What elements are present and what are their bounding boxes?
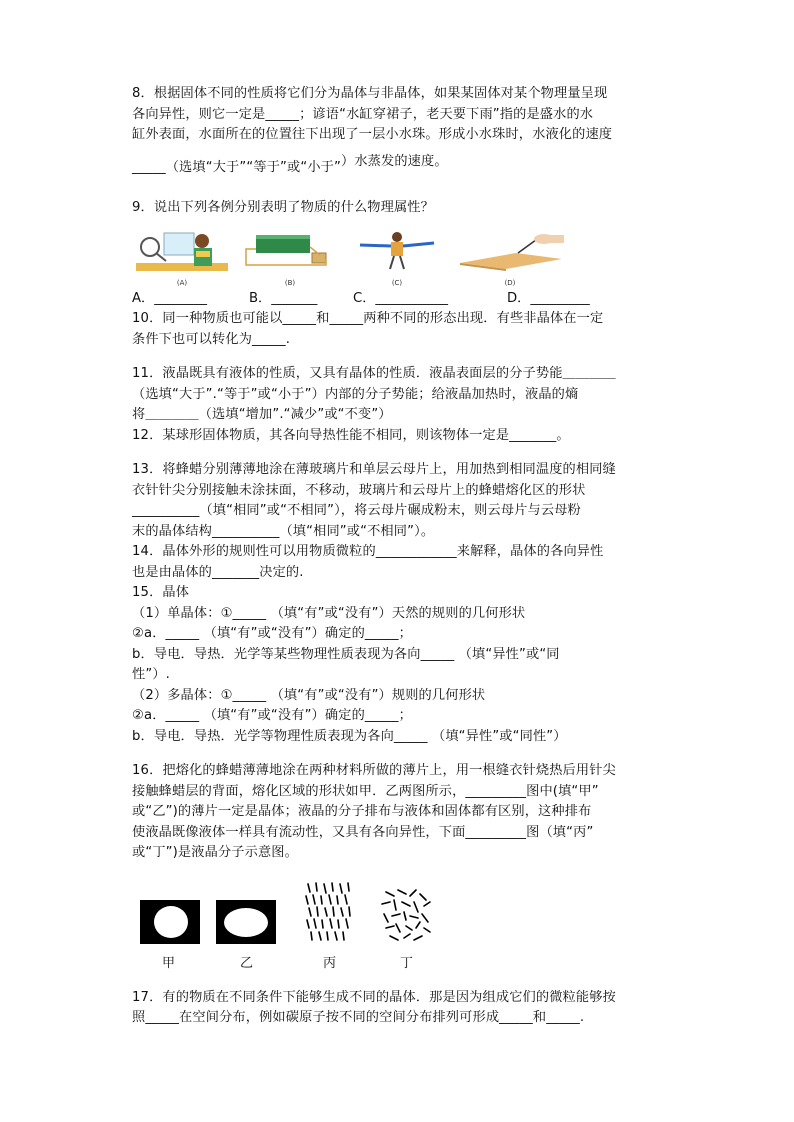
- q8-line-4: [132, 153, 672, 179]
- q16-line-3: 或“乙”)的薄片一定是晶体；液晶的分子排布与液体和固体都有区别，这种排布: [132, 804, 592, 819]
- battery-circuit-icon: [242, 229, 338, 271]
- q8-line-3: 缸外表面，水面所在的位置往下出现了一层小水珠。形成小水珠时，水液化的速度: [132, 127, 613, 142]
- q9-options: [132, 289, 672, 310]
- q13-line-2: 衣针针尖分别接触未涂抹面，不移动，玻璃片和云母片上的蜂蜡熔化区的形状: [132, 482, 586, 498]
- question-16: [132, 761, 672, 971]
- question-11: [132, 364, 672, 426]
- q16-line-2: 接触蜂蜡层的背面，熔化区域的形状如甲．乙两图所示，_________图中(填“甲”: [132, 783, 599, 799]
- q15-line-2: （1）单晶体：①_____ （填“有”或“没有”）天然的规则的几何形状: [132, 605, 526, 621]
- q15-line-4: b．导电．导热．光学等某些物理性质表现为各向_____ （填“异性”或“同: [132, 646, 560, 662]
- q9-option-b: B．_______: [249, 290, 318, 306]
- q9-option-d: D．_________: [507, 290, 590, 306]
- figure-yi-mica-sheet: [216, 900, 276, 944]
- q15-line-6: （2）多晶体：①_____ （填“有”或“没有”）规则的几何形状: [132, 687, 486, 703]
- q15-line-3: ②a．_____ （填“有”或“没有”）确定的_____；: [132, 626, 412, 641]
- question-9: [132, 198, 672, 309]
- q16-line-5: 或“丁”)是液晶分子示意图。: [132, 845, 298, 860]
- question-17: [132, 988, 672, 1029]
- q9-caption-d: (D): [504, 278, 516, 287]
- figure-bing-aligned-molecules: [304, 882, 354, 946]
- question-14: [132, 542, 672, 583]
- q13-line-4: 末的晶体结构__________（填“相同”或“不相同”）。: [132, 523, 435, 539]
- q14-line-1: 14．晶体外形的规则性可以用物质微粒的____________来解释，晶体的各向异性: [132, 544, 604, 559]
- q9-option-a: A．________: [132, 290, 207, 306]
- q8-line-1: 8．根据固体不同的性质将它们分为晶体与非晶体，如果某固体对某个物理量呈现: [132, 86, 608, 101]
- label-bing: 丙: [323, 955, 337, 971]
- q9-figure-d: [456, 229, 564, 287]
- q8-line-2: 各向异性，则它一定是_____；谚语“水缸穿裙子，老天要下雨”指的是盛水的水: [132, 106, 594, 122]
- q9-caption-c: (C): [391, 278, 403, 287]
- q9-figure-b: [242, 229, 338, 287]
- q10-line-2: 条件下也可以转化为_____.: [132, 331, 291, 347]
- question-10: [132, 309, 672, 350]
- figure-ding-random-molecules: [380, 888, 432, 944]
- q9-figure-c: [352, 229, 442, 287]
- label-yi: 乙: [240, 955, 254, 971]
- elliptical-melt-zone: [224, 908, 268, 937]
- question-12: [132, 426, 672, 447]
- label-jia: 甲: [162, 955, 176, 971]
- circular-melt-zone: [154, 906, 188, 938]
- figure-jia-glass-sheet: [140, 900, 200, 944]
- worksheet-page: [132, 84, 672, 1029]
- hand-with-knife-icon: [456, 229, 564, 271]
- q17-line-1: 17．有的物质在不同条件下能够生成不同的晶体．那是因为组成它们的微粒能够按: [132, 989, 616, 1005]
- q11-line-2: （选填“大于”.“等于”或“小于”）内部的分子势能；给液晶加热时，液晶的熵: [132, 386, 579, 402]
- q13-line-3: __________（填“相同”或“不相同”），将云母片碾成粉末，则云母片与云母粉: [132, 503, 581, 518]
- q11-line-3: 将＿＿＿＿（选填“增加”.“减少”或“不变”）: [132, 407, 392, 422]
- q15-line-5: 性”）.: [132, 667, 170, 682]
- q17-line-2: 照_____在空间分布，例如碳原子按不同的空间分布排列可形成_____和_____.: [132, 1010, 585, 1025]
- question-13: [132, 460, 672, 542]
- q12-line-1: 12．某球形固体物质，其各向导热性能不相同，则该物体一定是_______。: [132, 427, 570, 443]
- q9-figure-a: [136, 229, 228, 287]
- q9-caption-b: (B): [284, 278, 296, 287]
- q14-line-2: 也是由晶体的_______决定的.: [132, 564, 304, 580]
- q8-line-4-end: ）水蒸发的速度。: [341, 153, 448, 169]
- q13-line-1: 13．将蜂蜡分别薄薄地涂在薄玻璃片和单层云母片上，用加热到相同温度的相同缝: [132, 462, 616, 477]
- q15-line-7: ②a．_____ （填“有”或“没有”）确定的_____；: [132, 708, 412, 723]
- question-15: [132, 583, 672, 747]
- person-with-magnifier-icon: [136, 229, 228, 271]
- q9-option-c: C．___________: [353, 290, 448, 306]
- q15-line-1: 15．晶体: [132, 585, 190, 600]
- q15-line-8: b．导电．导热．光学等物理性质表现为各向_____ （填“异性”或“同性”）: [132, 728, 567, 744]
- q10-line-1: 10．同一种物质也可能以_____和_____两种不同的形态出现．有些非晶体在一定: [132, 311, 604, 326]
- question-8: [132, 84, 672, 178]
- q8-line-4-start: _____（选填“大于”“等于”或“小于”: [132, 159, 341, 175]
- q11-line-1: 11．液晶既具有液体的性质，又具有晶体的性质．液晶表面层的分子势能＿＿＿＿: [132, 366, 616, 381]
- person-bending-rod-icon: [352, 229, 442, 271]
- q9-caption-a: (A): [176, 278, 188, 287]
- label-ding: 丁: [400, 955, 414, 971]
- q9-figure-row: [136, 229, 672, 287]
- q16-line-1: 16．把熔化的蜂蜡薄薄地涂在两种材料所做的薄片上，用一根缝衣针烧热后用针尖: [132, 763, 616, 778]
- q16-figure-row: [132, 882, 672, 971]
- q9-line-1: 9．说出下列各例分别表明了物质的什么物理属性？: [132, 200, 434, 215]
- q16-line-4: 使液晶既像液体一样具有流动性，又具有各向异性，下面_________图（填“丙”: [132, 824, 594, 840]
